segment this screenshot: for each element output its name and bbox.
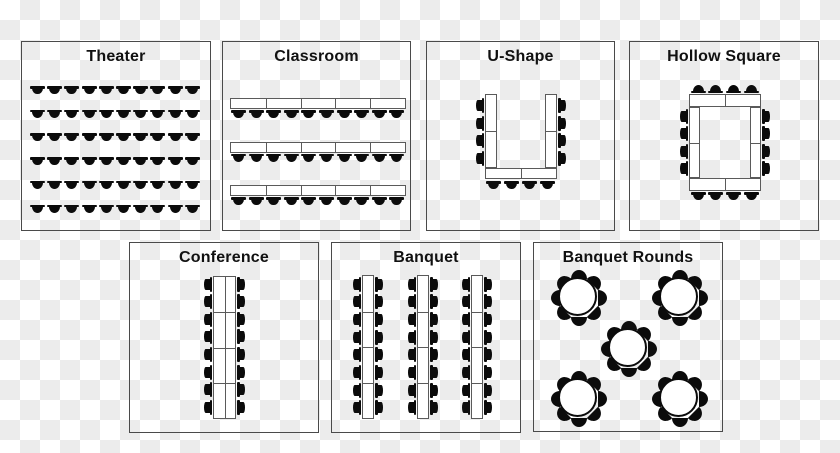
chair bbox=[354, 110, 369, 118]
panel-u-shape bbox=[426, 41, 615, 231]
chair bbox=[680, 144, 688, 159]
panel-title-hollow-square: Hollow Square bbox=[667, 48, 781, 65]
table bbox=[485, 94, 497, 168]
table-divider bbox=[335, 143, 336, 152]
chair bbox=[284, 110, 299, 118]
table bbox=[689, 178, 761, 191]
chair bbox=[64, 157, 79, 165]
round-table-top bbox=[558, 277, 597, 316]
table-divider bbox=[546, 131, 556, 132]
chair bbox=[375, 312, 383, 327]
chair bbox=[64, 181, 79, 189]
chair bbox=[375, 294, 383, 309]
chair bbox=[476, 133, 484, 148]
chair bbox=[762, 109, 770, 124]
chair bbox=[430, 347, 438, 362]
panel-title-classroom: Classroom bbox=[274, 48, 359, 65]
chair bbox=[237, 329, 245, 344]
chair bbox=[266, 154, 281, 162]
chair bbox=[284, 197, 299, 205]
chair bbox=[372, 197, 387, 205]
chair bbox=[231, 197, 246, 205]
chair bbox=[680, 109, 688, 124]
chair bbox=[372, 154, 387, 162]
chair bbox=[64, 110, 79, 118]
table-divider bbox=[363, 383, 373, 384]
chair bbox=[284, 154, 299, 162]
chair bbox=[430, 294, 438, 309]
chair bbox=[672, 418, 688, 427]
chair bbox=[726, 192, 741, 200]
chair bbox=[301, 197, 316, 205]
banquet-diagram bbox=[332, 243, 520, 432]
chair bbox=[168, 86, 183, 94]
chair bbox=[430, 312, 438, 327]
chair bbox=[522, 181, 537, 189]
chair bbox=[353, 400, 361, 415]
table-divider bbox=[214, 312, 235, 313]
table-divider bbox=[335, 186, 336, 195]
table-divider bbox=[363, 347, 373, 348]
chair bbox=[484, 330, 492, 345]
chair bbox=[116, 205, 131, 213]
chair bbox=[116, 181, 131, 189]
chair bbox=[353, 277, 361, 292]
chair bbox=[353, 294, 361, 309]
chair bbox=[353, 330, 361, 345]
chair bbox=[249, 197, 264, 205]
table bbox=[689, 107, 700, 178]
chair bbox=[462, 347, 470, 362]
chair bbox=[744, 85, 759, 93]
chair bbox=[319, 110, 334, 118]
chair bbox=[116, 157, 131, 165]
chair bbox=[150, 86, 165, 94]
chair bbox=[150, 181, 165, 189]
chair bbox=[430, 277, 438, 292]
table-divider bbox=[472, 347, 482, 348]
round-table-top bbox=[558, 378, 597, 417]
chair bbox=[30, 133, 45, 141]
panel-title-banquet: Banquet bbox=[393, 249, 459, 266]
chair bbox=[30, 181, 45, 189]
chair bbox=[762, 144, 770, 159]
chair bbox=[82, 110, 97, 118]
chair bbox=[598, 391, 607, 407]
chair bbox=[99, 157, 114, 165]
chair bbox=[504, 181, 519, 189]
table-divider bbox=[725, 179, 726, 190]
table-divider bbox=[370, 186, 371, 195]
chair bbox=[375, 365, 383, 380]
round-table-top bbox=[608, 328, 647, 367]
chair bbox=[185, 157, 200, 165]
chair bbox=[708, 85, 723, 93]
chair bbox=[462, 294, 470, 309]
table bbox=[230, 185, 406, 196]
chair bbox=[30, 110, 45, 118]
chair bbox=[430, 330, 438, 345]
chair bbox=[408, 365, 416, 380]
panel-hollow-square bbox=[629, 41, 819, 231]
chair bbox=[133, 157, 148, 165]
table-divider bbox=[301, 99, 302, 108]
chair bbox=[116, 110, 131, 118]
chair bbox=[168, 110, 183, 118]
table-divider bbox=[486, 131, 496, 132]
table bbox=[689, 94, 761, 107]
chair bbox=[30, 86, 45, 94]
chair bbox=[47, 133, 62, 141]
table-divider bbox=[266, 143, 267, 152]
chair bbox=[266, 197, 281, 205]
chair bbox=[389, 110, 404, 118]
round-table-top bbox=[659, 277, 698, 316]
chair bbox=[150, 205, 165, 213]
chair bbox=[558, 116, 566, 131]
chair bbox=[168, 205, 183, 213]
chair bbox=[185, 110, 200, 118]
chair bbox=[430, 400, 438, 415]
chair bbox=[319, 197, 334, 205]
chair bbox=[237, 294, 245, 309]
chair bbox=[99, 133, 114, 141]
table-divider bbox=[370, 99, 371, 108]
chair bbox=[204, 382, 212, 397]
table bbox=[471, 275, 483, 419]
chair bbox=[762, 126, 770, 141]
chair bbox=[571, 317, 587, 326]
chair bbox=[691, 85, 706, 93]
chair bbox=[375, 330, 383, 345]
chair bbox=[353, 347, 361, 362]
table-divider bbox=[690, 143, 699, 144]
chair bbox=[621, 368, 637, 377]
theater-diagram bbox=[22, 42, 210, 230]
panel-title-banquet-rounds: Banquet Rounds bbox=[562, 249, 694, 266]
chair bbox=[337, 197, 352, 205]
table-divider bbox=[472, 383, 482, 384]
chair bbox=[375, 277, 383, 292]
chair bbox=[762, 161, 770, 176]
table-divider bbox=[301, 186, 302, 195]
chair bbox=[64, 133, 79, 141]
chair bbox=[99, 110, 114, 118]
panel-theater bbox=[21, 41, 211, 231]
chair bbox=[133, 133, 148, 141]
table bbox=[485, 168, 557, 179]
chair bbox=[249, 154, 264, 162]
chair bbox=[540, 181, 555, 189]
table-divider bbox=[335, 99, 336, 108]
table-divider bbox=[370, 143, 371, 152]
hollow-square-diagram bbox=[630, 42, 818, 230]
chair bbox=[82, 181, 97, 189]
chair bbox=[408, 312, 416, 327]
chair bbox=[301, 110, 316, 118]
round-table-top bbox=[659, 378, 698, 417]
chair bbox=[82, 133, 97, 141]
panel-classroom bbox=[222, 41, 411, 231]
chair bbox=[476, 98, 484, 113]
chair bbox=[266, 110, 281, 118]
chair bbox=[680, 161, 688, 176]
table-divider bbox=[363, 312, 373, 313]
table-divider bbox=[751, 143, 760, 144]
chair bbox=[150, 157, 165, 165]
chair bbox=[237, 400, 245, 415]
table bbox=[230, 142, 406, 153]
chair bbox=[372, 110, 387, 118]
chair bbox=[726, 85, 741, 93]
chair bbox=[408, 347, 416, 362]
table-divider bbox=[266, 99, 267, 108]
chair bbox=[375, 383, 383, 398]
chair bbox=[691, 192, 706, 200]
chair bbox=[204, 294, 212, 309]
chair bbox=[204, 312, 212, 327]
chair bbox=[598, 290, 607, 306]
chair bbox=[354, 197, 369, 205]
chair bbox=[648, 341, 657, 357]
chair bbox=[133, 181, 148, 189]
chair bbox=[353, 383, 361, 398]
chair bbox=[185, 205, 200, 213]
chair bbox=[237, 312, 245, 327]
table bbox=[213, 276, 236, 419]
chair bbox=[301, 154, 316, 162]
chair bbox=[571, 418, 587, 427]
chair bbox=[430, 365, 438, 380]
chair bbox=[64, 86, 79, 94]
chair bbox=[430, 383, 438, 398]
chair bbox=[204, 365, 212, 380]
chair bbox=[116, 133, 131, 141]
chair bbox=[133, 205, 148, 213]
chair bbox=[237, 277, 245, 292]
panel-banquet bbox=[331, 242, 521, 433]
u-shape-diagram bbox=[427, 42, 614, 230]
chair bbox=[486, 181, 501, 189]
chair bbox=[82, 86, 97, 94]
chair bbox=[462, 312, 470, 327]
panel-title-conference: Conference bbox=[178, 249, 270, 266]
chair bbox=[462, 330, 470, 345]
chair bbox=[337, 154, 352, 162]
chair bbox=[47, 110, 62, 118]
chair bbox=[408, 383, 416, 398]
chair bbox=[462, 383, 470, 398]
table-divider bbox=[266, 186, 267, 195]
chair bbox=[484, 277, 492, 292]
chair bbox=[389, 154, 404, 162]
chair bbox=[30, 157, 45, 165]
chair bbox=[231, 110, 246, 118]
chair bbox=[133, 86, 148, 94]
chair bbox=[99, 86, 114, 94]
chair bbox=[337, 110, 352, 118]
panel-conference bbox=[129, 242, 319, 433]
chair bbox=[408, 277, 416, 292]
chair bbox=[699, 391, 708, 407]
chair bbox=[82, 205, 97, 213]
conference-diagram bbox=[130, 243, 318, 432]
chair bbox=[30, 205, 45, 213]
panel-title-u-shape: U-Shape bbox=[487, 48, 554, 65]
table bbox=[417, 275, 429, 419]
chair bbox=[99, 205, 114, 213]
chair bbox=[375, 400, 383, 415]
chair bbox=[204, 277, 212, 292]
chair bbox=[249, 110, 264, 118]
chair bbox=[408, 330, 416, 345]
chair bbox=[47, 86, 62, 94]
chair bbox=[116, 86, 131, 94]
chair bbox=[353, 312, 361, 327]
chair bbox=[375, 347, 383, 362]
chair bbox=[168, 181, 183, 189]
chair bbox=[237, 347, 245, 362]
chair bbox=[389, 197, 404, 205]
chair bbox=[680, 126, 688, 141]
chair bbox=[168, 133, 183, 141]
table bbox=[230, 98, 406, 109]
chair bbox=[708, 192, 723, 200]
chair bbox=[64, 205, 79, 213]
chair bbox=[558, 98, 566, 113]
chair bbox=[204, 329, 212, 344]
chair bbox=[99, 181, 114, 189]
table-divider bbox=[521, 169, 522, 178]
chair bbox=[237, 382, 245, 397]
chair bbox=[47, 205, 62, 213]
chair bbox=[150, 110, 165, 118]
table-divider bbox=[472, 312, 482, 313]
chair bbox=[476, 151, 484, 166]
chair bbox=[47, 181, 62, 189]
chair bbox=[672, 317, 688, 326]
chair bbox=[484, 347, 492, 362]
chair bbox=[353, 365, 361, 380]
chair bbox=[484, 312, 492, 327]
chair bbox=[558, 151, 566, 166]
chair bbox=[408, 294, 416, 309]
table bbox=[362, 275, 374, 419]
chair bbox=[484, 294, 492, 309]
chair bbox=[354, 154, 369, 162]
chair bbox=[237, 365, 245, 380]
classroom-diagram bbox=[223, 42, 410, 230]
chair bbox=[558, 133, 566, 148]
panel-banquet-rounds bbox=[533, 242, 723, 432]
chair bbox=[484, 400, 492, 415]
table bbox=[750, 107, 761, 178]
chair bbox=[204, 400, 212, 415]
table-divider bbox=[418, 383, 428, 384]
chair bbox=[699, 290, 708, 306]
table-divider bbox=[418, 312, 428, 313]
chair bbox=[185, 86, 200, 94]
chair bbox=[133, 110, 148, 118]
chair bbox=[47, 157, 62, 165]
table-divider bbox=[725, 95, 726, 106]
panel-title-theater: Theater bbox=[86, 48, 146, 65]
chair bbox=[231, 154, 246, 162]
chair bbox=[319, 154, 334, 162]
chair bbox=[476, 116, 484, 131]
chair bbox=[744, 192, 759, 200]
chair bbox=[484, 365, 492, 380]
banquet-rounds-diagram bbox=[534, 243, 722, 431]
chair bbox=[462, 400, 470, 415]
chair bbox=[185, 181, 200, 189]
chair bbox=[168, 157, 183, 165]
chair bbox=[204, 347, 212, 362]
table-divider bbox=[418, 347, 428, 348]
chair bbox=[462, 365, 470, 380]
table-divider bbox=[214, 383, 235, 384]
table bbox=[545, 94, 557, 168]
table-divider bbox=[214, 348, 235, 349]
chair bbox=[185, 133, 200, 141]
table-divider bbox=[301, 143, 302, 152]
chair bbox=[82, 157, 97, 165]
chair bbox=[462, 277, 470, 292]
chair bbox=[484, 383, 492, 398]
chair bbox=[150, 133, 165, 141]
chair bbox=[408, 400, 416, 415]
